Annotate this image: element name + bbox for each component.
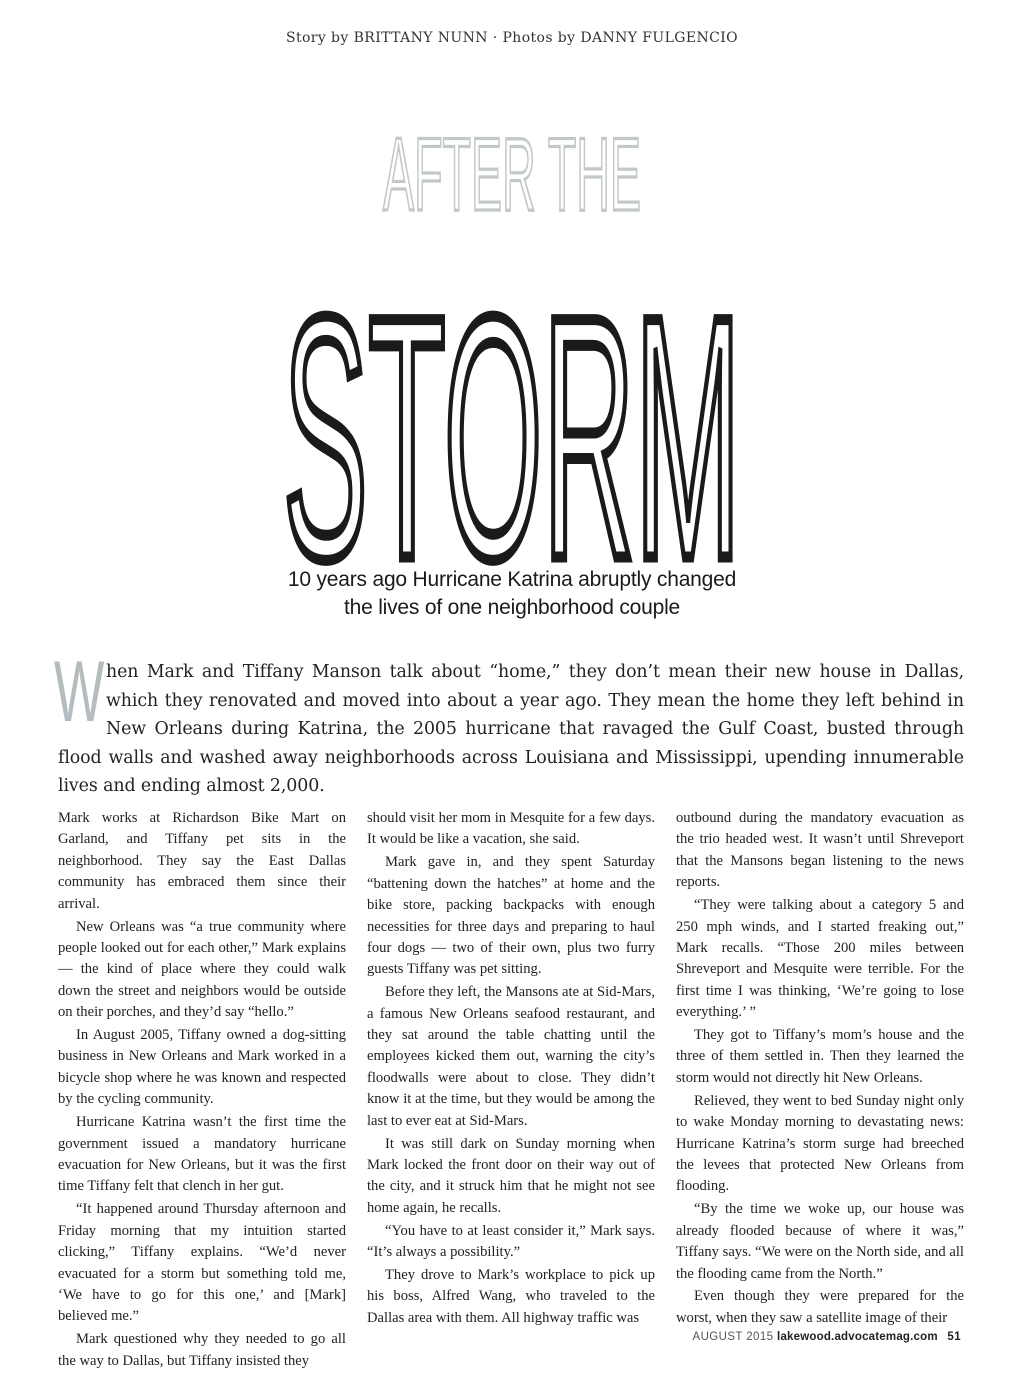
page-number: 51 <box>947 1331 961 1343</box>
paragraph: Mark questioned why they needed to go all the way to Dallas, but Tiffany insisted they <box>58 1331 346 1369</box>
byline <box>0 30 1024 46</box>
paragraph: Relieved, they went to bed Sunday night only to wake Monday morning to devastating news: Hurricane Katrina’s storm surge had breeched the levees that protected New Orleans from flooding. <box>676 1092 964 1195</box>
lede-text: hen Mark and Tiffany Manson talk about “home,” they don’t mean their new house in Dallas, which they renovated and moved into about a year ago. They mean the home they left behind in New Orleans during Katrina, the 2005 hurricane that ravaged the Gulf Coast, busted through flood walls and washed away neighborhoods across Louisiana and Mississippi, upending innumerable lives and ending almost 2,000. <box>58 662 964 797</box>
paragraph: Mark works at Richardson Bike Mart on Garland, and Tiffany pet sits in the neighborhood. They say the East Dallas community has embraced them since their arrival. <box>58 810 346 912</box>
subheadline-line-1: 10 years ago Hurricane Katrina abruptly changed <box>287 568 737 591</box>
lede-paragraph <box>54 644 964 801</box>
column-3 <box>676 808 964 1328</box>
paragraph: In August 2005, Tiffany owned a dog-sitting business in New Orleans and Mark worked in a bicycle shop where he was known and respected by the cycling community. <box>58 1027 346 1108</box>
paragraph: They got to Tiffany’s mom’s house and the three of them settled in. Then they learned the storm would not directly hit New Orleans. <box>676 1027 964 1086</box>
paragraph: It was still dark on Sunday morning when Mark locked the front door on their way out of the city, and it struck him that he might not see home again, he recalls. <box>367 1135 655 1216</box>
paragraph: New Orleans was “a true community where people looked out for each other,” Mark explains — the kind of place where they could walk down the street and neighbors would be outside on their porches, and they’d say “hello.” <box>58 918 346 1021</box>
paragraph: “They were talking about a category 5 and 250 mph winds, and I started freaking out,” Mark recalls. “Those 200 miles between Shreveport and Mesquite were terrible. For the first time I was thinking, ‘We’re going to lose everything.’ ” <box>676 897 964 1021</box>
paragraph: “By the time we woke up, our house was already flooded because of where it was,” Tiffany says. “We were on the North side, and all the flooding came from the North.” <box>676 1201 964 1282</box>
headline-line-1-text: AFTER THE <box>383 117 641 233</box>
paragraph: Hurricane Katrina wasn’t the first time the government issued a mandatory hurricane evacuation for New Orleans, but it was the first time Tiffany felt that clench in her gut. <box>58 1114 346 1195</box>
footer-issue: AUGUST 2015 <box>692 1331 774 1343</box>
column-1 <box>58 808 346 1369</box>
byline-text: Story by BRITTANY NUNN · Photos by DANNY FULGENCIO <box>285 30 739 46</box>
subheadline-line-2: the lives of one neighborhood couple <box>343 596 681 619</box>
subheadline <box>0 566 1024 622</box>
drop-cap: W <box>54 644 105 740</box>
headline-line-1 <box>252 108 772 233</box>
paragraph: Before they left, the Mansons ate at Sid-Mars, a famous New Orleans seafood restaurant, and they sat around the table chatting until the employees kicked them out, warning the city’s floodwalls were about to close. They didn’t know it at the time, but they would be among the last to ever eat at Sid-Mars. <box>367 984 655 1129</box>
paragraph: They drove to Mark’s workplace to pick up his boss, Alfred Wang, who traveled to the Dallas area with them. All highway traffic was <box>367 1267 655 1326</box>
paragraph: Mark gave in, and they spent Saturday “battening down the hatches” at home and the bike store, packing backpacks with enough necessities for three days and preparing to haul four dogs — two of their own, plus two furry guests Tiffany was pet sitting. <box>367 854 655 978</box>
footer-site: lakewood.advocatemag.com <box>777 1331 938 1343</box>
column-2 <box>367 808 655 1328</box>
paragraph: Even though they were prepared for the worst, when they saw a satellite image of their <box>676 1288 964 1326</box>
paragraph: “You have to at least consider it,” Mark says. “It’s always a possibility.” <box>367 1222 655 1261</box>
page-footer <box>693 1331 961 1343</box>
paragraph: should visit her mom in Mesquite for a few days. It would be like a vacation, she said. <box>367 810 655 848</box>
paragraph: outbound during the mandatory evacuation as the trio headed west. It wasn’t until Shreveport that the Mansons began listening to the news reports. <box>676 810 964 891</box>
paragraph: “It happened around Thursday afternoon and Friday morning that my intuition started clicking,” Tiffany explains. “We’d never evacuated for a storm but something told me, ‘We have to go for this one,’ and [Mark] believed me.” <box>58 1201 346 1325</box>
headline-line-2-text: STORM <box>283 246 741 631</box>
